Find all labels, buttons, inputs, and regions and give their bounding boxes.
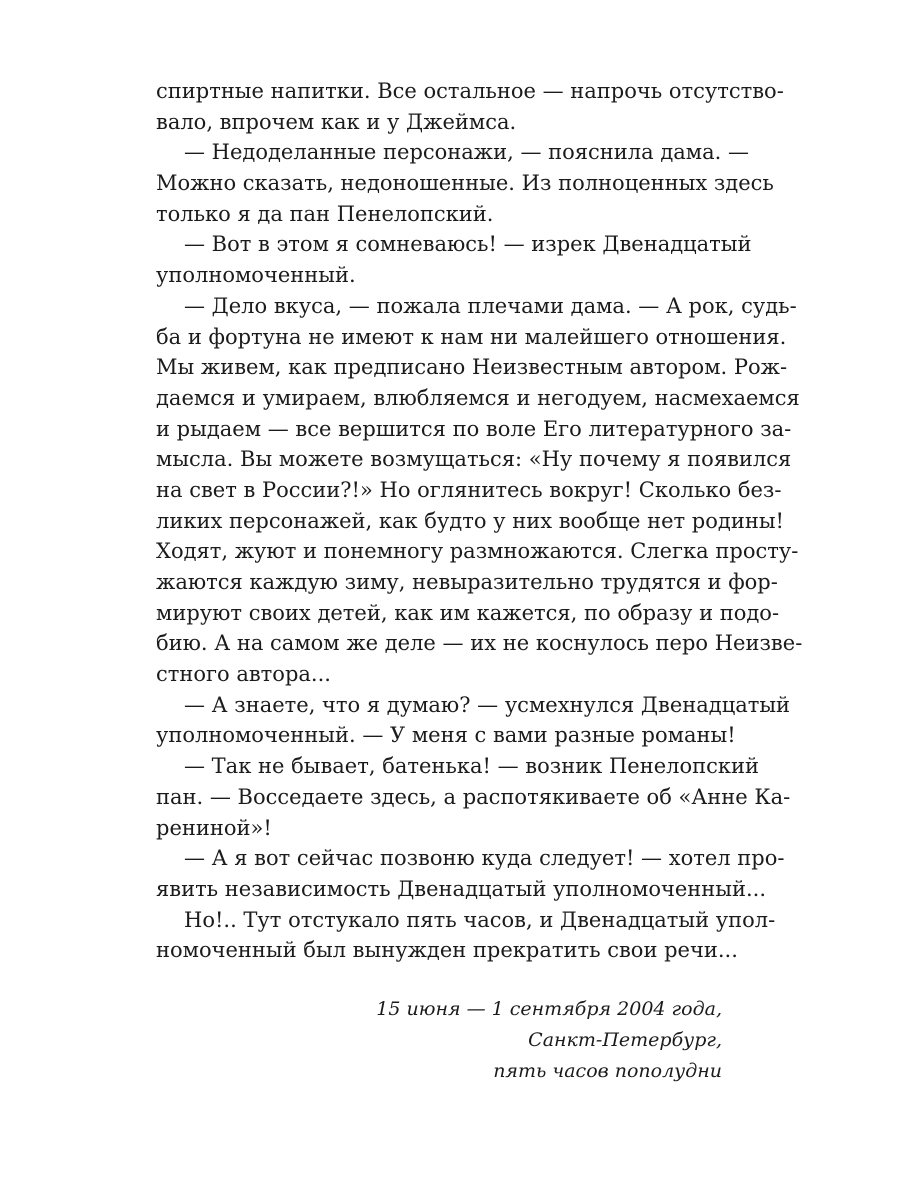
text-line: — Вот в этом я сомневаюсь! — изрек Двенадцатый — [184, 232, 752, 257]
text-line: спиртные напитки. Все остальное — напрочь отсутство- — [156, 79, 784, 103]
text-line: жаются каждую зиму, невыразительно трудятся и фор- — [156, 570, 778, 594]
text-line: мысла. Вы можете возмущаться: «Ну почему я появился — [156, 447, 792, 472]
text-line: ликих персонажей, как будто у них вообще нет родины! — [156, 508, 784, 533]
text-line: даемся и умираем, влюбляемся и негодуем, насмехаемся — [156, 385, 800, 410]
text-line: — Дело вкуса, — пожала плечами дама. — А рок, судь- — [184, 293, 797, 318]
text-line: бию. А на самом же деле — их не коснулось перо Неизве- — [156, 631, 803, 656]
signature-date: 15 июня — 1 сентября 2004 года, — [376, 998, 722, 1020]
text-line: Можно сказать, недоношенные. Из полноценных здесь — [156, 171, 774, 196]
body-text — [156, 76, 803, 966]
signature-place: Санкт-Петербург, — [528, 1029, 722, 1051]
text-line: — Так не бывает, батенька! — возник Пенелопский — [184, 754, 760, 779]
text-line: Мы живем, как предписано Неизвестным автором. Рож- — [156, 355, 788, 380]
date-place-signature — [302, 994, 722, 1087]
text-line: ба и фортуна не имеют к нам ни малейшего отношения. — [156, 324, 787, 349]
signature-time: пять часов пополудни — [493, 1060, 722, 1082]
text-line: стного автора... — [156, 662, 331, 687]
text-line: уполномоченный. — У меня с вами разные романы! — [156, 723, 736, 748]
text-line: и рыдаем — все вершится по воле Его литературного за- — [156, 416, 792, 441]
text-line: явить независимость Двенадцатый уполномоченный... — [156, 876, 767, 901]
text-line: только я да пан Пенелопский. — [156, 201, 494, 226]
text-line: на свет в России?!» Но оглянитесь вокруг! Сколько без- — [156, 477, 782, 502]
text-line: — Недоделанные персонажи, — пояснила дама. — — [184, 140, 749, 165]
text-line: — А знаете, что я думаю? — усмехнулся Двенадцатый — [184, 692, 791, 717]
text-line: — А я вот сейчас позвоню куда следует! — хотел про- — [184, 846, 785, 871]
text-line: пан. — Восседаете здесь, а распотякиваете об «Анне Ка- — [156, 784, 791, 809]
text-line: рениной»! — [156, 815, 272, 840]
text-line: Ходят, жуют и понемногу размножаются. Слегка просту- — [156, 539, 799, 564]
text-line: номоченный был вынужден прекратить свои речи... — [156, 938, 738, 963]
text-line: Но!.. Тут отстукало пять часов, и Двенадцатый упол- — [184, 907, 776, 932]
text-line: вало, впрочем как и у Джеймса. — [156, 109, 517, 134]
text-line: уполномоченный. — [156, 263, 356, 288]
text-line: мируют своих детей, как им кажется, по образу и подо- — [156, 600, 780, 625]
